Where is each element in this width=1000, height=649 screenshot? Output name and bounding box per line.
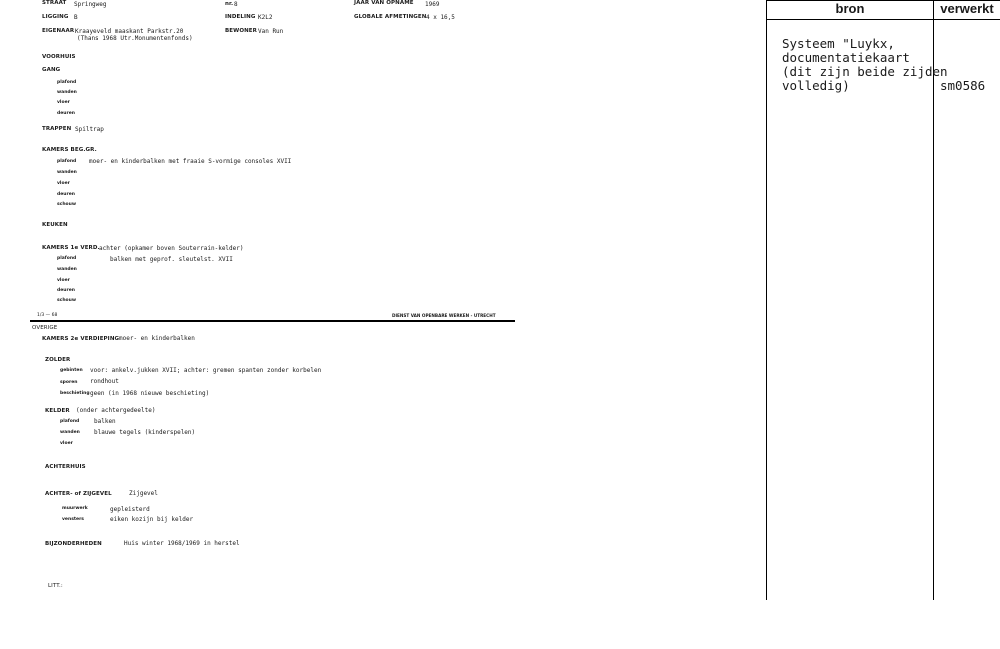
kamers-beg-plafond-label: plafond	[57, 159, 77, 164]
voorhuis-heading: VOORHUIS	[42, 54, 76, 60]
kamers-beg-vloer-label: vloer	[57, 181, 70, 186]
eigenaar-value-1: Kraayeveld maaskant Parkstr.20	[75, 28, 184, 35]
eigenaar-value-2: (Thans 1968 Utr.Monumentenfonds)	[77, 35, 193, 42]
afmetingen-label: GLOBALE AFMETINGEN	[354, 14, 427, 20]
bewoner-value: Van Run	[258, 28, 284, 35]
kamers-1e-value: achter (opkamer boven Souterrain-kelder)	[99, 245, 244, 252]
kamers-1e-deuren-label: deuren	[57, 288, 75, 293]
trappen-value: Spiltrap	[75, 126, 104, 133]
nr-value: 8	[234, 1, 238, 8]
zolder-heading: ZOLDER	[45, 357, 71, 363]
muurwerk-label: muurwerk	[62, 506, 88, 511]
zolder-beschieting-value: geen (in 1968 nieuwe beschieting)	[90, 390, 210, 397]
kamers-beg-schouw-label: schouw	[57, 202, 77, 207]
straat-label: STRAAT	[42, 0, 67, 6]
ligging-label: LIGGING	[42, 14, 69, 20]
indeling-label: INDELING	[225, 14, 256, 20]
kamers-1e-wanden-label: wanden	[57, 267, 77, 272]
bron-value: Systeem "Luykx, documentatiekaart (dit zijn beide zijden volledig)	[782, 36, 948, 93]
trappen-label: TRAPPEN	[42, 126, 72, 132]
gang-deuren-label: deuren	[57, 111, 75, 116]
zolder-gebinten-label: gebinten	[60, 368, 83, 373]
gang-plafond-label: plafond	[57, 80, 77, 85]
eigenaar-label: EIGENAAR	[42, 28, 75, 34]
kamers-1e-heading: KAMERS 1e VERD.	[42, 245, 100, 251]
zolder-gebinten-value: voor: ankelv.jukken XVII; achter: gremen spanten zonder korbelen	[90, 367, 322, 374]
bijzonderheden-label: BIJZONDERHEDEN	[45, 541, 102, 547]
verwerkt-column-header: verwerkt	[940, 1, 994, 16]
panel-left-border	[766, 0, 767, 600]
kamers-1e-vloer-label: vloer	[57, 278, 70, 283]
afmetingen-value: 4 x 16,5	[426, 14, 455, 21]
litt-heading: LITT.:	[48, 583, 63, 589]
achtergevel-value: Zijgevel	[129, 490, 158, 497]
achterhuis-heading: ACHTERHUIS	[45, 464, 86, 470]
gang-vloer-label: vloer	[57, 100, 70, 105]
bron-column-header: bron	[835, 1, 865, 16]
zolder-beschieting-label: beschieting	[60, 391, 90, 396]
ligging-value: B	[74, 14, 78, 21]
bewoner-label: BEWONER	[225, 28, 257, 34]
bijzonderheden-value: Huis winter 1968/1969 in herstel	[124, 540, 240, 547]
gang-heading: GANG	[42, 67, 61, 73]
kamers-beg-plafond-value: moer- en kinderbalken met fraaie S-vormige consoles XVII	[89, 158, 292, 165]
kelder-wanden-value: blauwe tegels (kinderspelen)	[94, 429, 196, 436]
vensters-value: eiken kozijn bij kelder	[110, 516, 194, 523]
verwerkt-value: sm0586	[940, 78, 986, 93]
jaar-label: JAAR VAN OPNAME	[354, 0, 414, 6]
kamers-2e-heading: KAMERS 2e VERDIEPING	[42, 336, 120, 342]
achtergevel-label: ACHTER- of ZIJGEVEL	[45, 491, 112, 497]
jaar-value: 1969	[425, 1, 440, 8]
overige-heading: OVERIGE	[32, 325, 58, 331]
kelder-plafond-label: plafond	[60, 419, 80, 424]
kelder-plafond-value: balken	[94, 418, 116, 425]
footer-left-text: 1/3 — 68	[37, 313, 58, 318]
section-divider	[30, 320, 515, 322]
zolder-sporen-value: rondhout	[90, 378, 119, 385]
straat-value: Springweg	[74, 1, 107, 8]
kelder-label: KELDER	[45, 408, 70, 414]
keuken-heading: KEUKEN	[42, 222, 68, 228]
kamers-1e-schouw-label: schouw	[57, 298, 77, 303]
indeling-value: K2L2	[258, 14, 273, 21]
vensters-label: vensters	[62, 517, 84, 522]
kamers-1e-plafond-label: plafond	[57, 256, 77, 261]
kamers-beg-heading: KAMERS BEG.GR.	[42, 147, 97, 153]
kelder-value: (onder achtergedeelte)	[76, 407, 156, 414]
kelder-wanden-label: wanden	[60, 430, 80, 435]
kamers-beg-wanden-label: wanden	[57, 170, 77, 175]
kelder-vloer-label: vloer	[60, 441, 73, 446]
panel-header-border	[766, 19, 1000, 20]
kamers-2e-value: moer- en kinderbalken	[119, 335, 195, 342]
nr-label: nr.	[225, 1, 234, 7]
kamers-1e-plafond-value: balken met geprof. sleutelst. XVII	[110, 256, 233, 263]
gang-wanden-label: wanden	[57, 90, 77, 95]
kamers-beg-deuren-label: deuren	[57, 192, 75, 197]
footer-office-text: DIENST VAN OPENBARE WERKEN - UTRECHT	[392, 313, 496, 318]
muurwerk-value: gepleisterd	[110, 506, 150, 513]
zolder-sporen-label: sporen	[60, 380, 78, 385]
